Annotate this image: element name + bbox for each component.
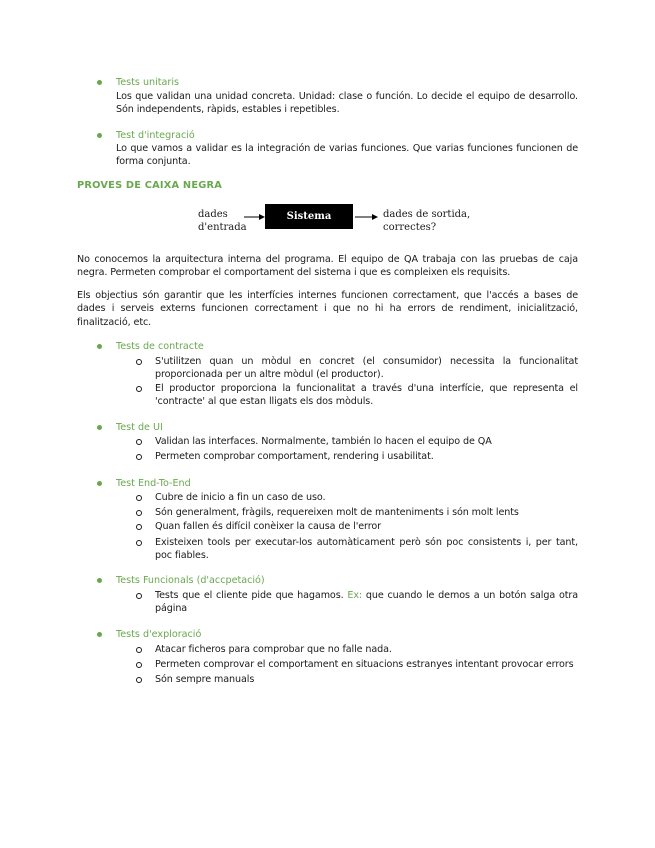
paragraph-objectives: Els objectius són garantir que les interfícies internes funcionen correctament, que l'accés a bases de dades i serveis externs funcionen correctament i que no hi ha errors de rendiment, inicialització, finalització, etc.	[77, 290, 578, 328]
functional-item-text: Tests que el cliente pide que hagamos.	[155, 590, 348, 601]
e2e-test-item: Són generalment, fràgils, requereixen molt de manteniments i són molt lents	[155, 507, 519, 518]
functional-test-item	[155, 589, 578, 616]
bullet-dot	[97, 425, 102, 430]
example-label: Ex:	[347, 590, 363, 601]
exploration-test-item: Són sempre manuals	[155, 674, 255, 685]
black-box-heading: PROVES DE CAIXA NEGRA	[77, 180, 222, 191]
diagram-input-label: dades d'entrada	[198, 209, 247, 233]
sub-bullet	[136, 439, 142, 445]
contract-item: El productor proporciona la funcionalitat a través d'una interfície, que representa el 'contracte' al que estan lligats els dos mòduls.	[155, 383, 578, 408]
contract-item: S'utilitzen quan un mòdul en concret (el consumidor) necessita la funcionalitat proporcionada per un altre mòdul (el productor).	[155, 356, 578, 381]
bullet-dot	[97, 632, 102, 637]
sub-bullet	[136, 593, 142, 599]
e2e-test-item: Cubre de inicio a fin un caso de uso.	[155, 492, 326, 503]
ui-test-item: Validan las interfaces. Normalmente, también lo hacen el equipo de QA	[155, 436, 492, 447]
sub-bullet	[136, 359, 142, 365]
sub-bullet	[136, 540, 142, 546]
ui-test-title: Test de UI	[116, 422, 163, 433]
input-arrow	[244, 212, 266, 222]
exploration-test-item: Atacar ficheros para comprobar que no falle nada.	[155, 644, 392, 655]
sub-bullet	[136, 662, 142, 668]
exploration-tests-title: Tests d'exploració	[116, 629, 202, 640]
output-arrow	[355, 212, 379, 222]
bullet-dot	[97, 344, 102, 349]
contract-tests-title: Tests de contracte	[116, 341, 204, 352]
e2e-test-title: Test End-To-End	[116, 478, 191, 489]
system-box: Sistema	[265, 204, 353, 229]
sub-bullet	[136, 677, 142, 683]
unit-tests-title: Tests unitaris	[116, 77, 180, 88]
e2e-test-item: Quan fallen és difícil conèixer la causa de l'error	[155, 521, 381, 532]
unit-tests-body: Los que validan una unidad concreta. Unidad: clase o función. Lo decide el equipo de desarrollo. Són independents, ràpids, estables i repetibles.	[116, 91, 578, 116]
diagram-output-label: dades de sortida, correctes?	[383, 209, 471, 233]
bullet-dot	[97, 80, 102, 85]
bullet-dot	[97, 578, 102, 583]
functional-item-text-rest: que cuando le demos a un botón salga otra página	[155, 590, 578, 615]
e2e-test-item: Existeixen tools per executar-los automàticament però són poc consistents i, per tant, poc fiables.	[155, 537, 578, 562]
paragraph-architecture: No conocemos la arquitectura interna del programa. El equipo de QA trabaja con las pruebas de caja negra. Permeten comprobar el comportament del sistema i que es compleixen els requisits.	[77, 254, 578, 279]
sub-bullet	[136, 524, 142, 530]
sub-bullet	[136, 495, 142, 501]
functional-tests-title: Tests Funcionals (d'accpetació)	[116, 575, 265, 586]
bullet-dot	[97, 133, 102, 138]
sub-bullet	[136, 454, 142, 460]
sub-bullet	[136, 386, 142, 392]
bullet-dot	[97, 481, 102, 486]
integration-test-title: Test d'integració	[116, 130, 195, 141]
sub-bullet	[136, 510, 142, 516]
integration-test-body: Lo que vamos a validar es la integración de varias funciones. Que varias funciones funcionen de forma conjunta.	[116, 143, 578, 168]
sub-bullet	[136, 647, 142, 653]
ui-test-item: Permeten comprobar comportament, rendering i usabilitat.	[155, 451, 434, 462]
exploration-test-item: Permeten comprovar el comportament en situacions estranyes intentant provocar errors	[155, 659, 574, 670]
